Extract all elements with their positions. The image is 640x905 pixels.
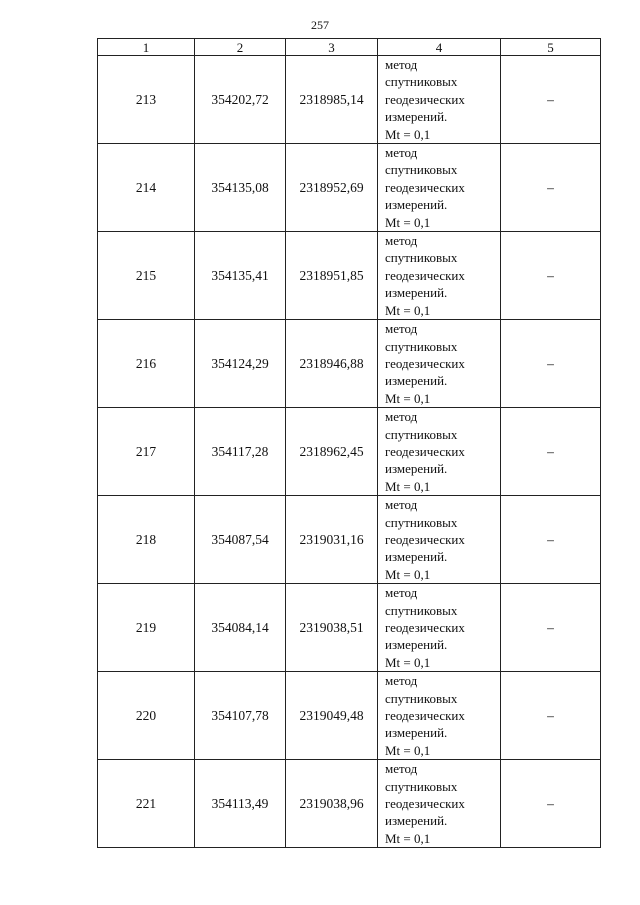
method-line: спутниковых bbox=[385, 690, 458, 706]
method-line: измерений. bbox=[385, 725, 448, 741]
method-line: измерений. bbox=[385, 285, 448, 301]
point-number-cell: 218 bbox=[98, 496, 195, 584]
note-cell: – bbox=[501, 232, 601, 320]
method-line: измерений. bbox=[385, 637, 448, 653]
point-number-cell: 217 bbox=[98, 408, 195, 496]
x-coordinate-cell: 354117,28 bbox=[195, 408, 286, 496]
method-line: геодезических bbox=[385, 355, 465, 371]
point-number-cell: 213 bbox=[98, 56, 195, 144]
method-cell bbox=[378, 144, 501, 232]
y-coordinate-cell: 2319049,48 bbox=[286, 672, 378, 760]
table-row bbox=[98, 56, 601, 144]
method-line: метод bbox=[385, 761, 418, 777]
note-cell: – bbox=[501, 56, 601, 144]
note-cell: – bbox=[501, 672, 601, 760]
table-row bbox=[98, 496, 601, 584]
y-coordinate-cell: 2318946,88 bbox=[286, 320, 378, 408]
method-line: геодезических bbox=[385, 796, 465, 812]
y-coordinate-cell: 2319038,96 bbox=[286, 760, 378, 848]
method-line: метод bbox=[385, 57, 418, 72]
method-line: измерений. bbox=[385, 373, 448, 389]
column-header-3: 3 bbox=[286, 39, 378, 56]
y-coordinate-cell: 2318952,69 bbox=[286, 144, 378, 232]
method-line: спутниковых bbox=[385, 778, 458, 794]
note-cell: – bbox=[501, 144, 601, 232]
point-number-cell: 216 bbox=[98, 320, 195, 408]
y-coordinate-cell: 2318962,45 bbox=[286, 408, 378, 496]
method-line: спутниковых bbox=[385, 338, 458, 354]
method-line: спутниковых bbox=[385, 162, 458, 178]
method-line: Mt = 0,1 bbox=[385, 566, 431, 582]
method-line: Mt = 0,1 bbox=[385, 830, 431, 846]
method-line: геодезических bbox=[385, 179, 465, 195]
method-line: метод bbox=[385, 321, 418, 337]
note-cell: – bbox=[501, 320, 601, 408]
method-line: метод bbox=[385, 585, 418, 601]
x-coordinate-cell: 354202,72 bbox=[195, 56, 286, 144]
y-coordinate-cell: 2319031,16 bbox=[286, 496, 378, 584]
method-line: геодезических bbox=[385, 708, 465, 724]
table-row bbox=[98, 144, 601, 232]
x-coordinate-cell: 354124,29 bbox=[195, 320, 286, 408]
note-cell: – bbox=[501, 760, 601, 848]
table-header-row bbox=[98, 39, 601, 56]
method-line: спутниковых bbox=[385, 514, 458, 530]
method-line: метод bbox=[385, 497, 418, 513]
method-line: Mt = 0,1 bbox=[385, 302, 431, 318]
page-number: 257 bbox=[311, 18, 329, 32]
method-cell bbox=[378, 320, 501, 408]
method-line: метод bbox=[385, 673, 418, 689]
method-cell bbox=[378, 760, 501, 848]
coordinates-table bbox=[97, 38, 601, 848]
point-number-cell: 215 bbox=[98, 232, 195, 320]
y-coordinate-cell: 2318951,85 bbox=[286, 232, 378, 320]
table-body bbox=[98, 56, 601, 848]
y-coordinate-cell: 2319038,51 bbox=[286, 584, 378, 672]
x-coordinate-cell: 354113,49 bbox=[195, 760, 286, 848]
x-coordinate-cell: 354084,14 bbox=[195, 584, 286, 672]
method-line: геодезических bbox=[385, 620, 465, 635]
method-cell bbox=[378, 672, 501, 760]
column-header-2: 2 bbox=[195, 39, 286, 56]
table-row bbox=[98, 232, 601, 320]
note-cell: – bbox=[501, 584, 601, 672]
method-line: Mt = 0,1 bbox=[385, 214, 431, 230]
method-line: геодезических bbox=[385, 91, 465, 107]
note-cell: – bbox=[501, 408, 601, 496]
note-cell: – bbox=[501, 496, 601, 584]
point-number-cell: 221 bbox=[98, 760, 195, 848]
method-line: измерений. bbox=[385, 461, 448, 477]
method-line: спутниковых bbox=[385, 74, 458, 90]
x-coordinate-cell: 354087,54 bbox=[195, 496, 286, 584]
y-coordinate-cell: 2318985,14 bbox=[286, 56, 378, 144]
point-number-cell: 219 bbox=[98, 584, 195, 672]
method-cell bbox=[378, 584, 501, 672]
method-line: спутниковых bbox=[385, 426, 458, 442]
method-line: измерений. bbox=[385, 109, 448, 125]
method-cell bbox=[378, 408, 501, 496]
table-row bbox=[98, 408, 601, 496]
method-line: метод bbox=[385, 233, 418, 249]
method-line: измерений. bbox=[385, 197, 448, 213]
x-coordinate-cell: 354107,78 bbox=[195, 672, 286, 760]
method-line: спутниковых bbox=[385, 250, 458, 266]
method-line: метод bbox=[385, 409, 418, 425]
method-line: спутниковых bbox=[385, 602, 458, 618]
table-row bbox=[98, 320, 601, 408]
method-cell bbox=[378, 232, 501, 320]
method-line: Mt = 0,1 bbox=[385, 742, 431, 758]
point-number-cell: 220 bbox=[98, 672, 195, 760]
method-line: геодезических bbox=[385, 267, 465, 283]
method-line: измерений. bbox=[385, 549, 448, 565]
method-line: измерений. bbox=[385, 813, 448, 829]
x-coordinate-cell: 354135,41 bbox=[195, 232, 286, 320]
table-row bbox=[98, 584, 601, 672]
table-row bbox=[98, 760, 601, 848]
table-row bbox=[98, 672, 601, 760]
method-line: метод bbox=[385, 145, 418, 161]
x-coordinate-cell: 354135,08 bbox=[195, 144, 286, 232]
method-line: Mt = 0,1 bbox=[385, 126, 431, 142]
point-number-cell: 214 bbox=[98, 144, 195, 232]
method-line: геодезических bbox=[385, 443, 465, 459]
column-header-4: 4 bbox=[378, 39, 501, 56]
method-line: Mt = 0,1 bbox=[385, 390, 431, 406]
method-line: геодезических bbox=[385, 531, 465, 547]
column-header-5: 5 bbox=[501, 39, 601, 56]
method-cell bbox=[378, 56, 501, 144]
method-line: Mt = 0,1 bbox=[385, 478, 431, 494]
column-header-1: 1 bbox=[98, 39, 195, 56]
method-line: Mt = 0,1 bbox=[385, 654, 431, 670]
method-cell bbox=[378, 496, 501, 584]
